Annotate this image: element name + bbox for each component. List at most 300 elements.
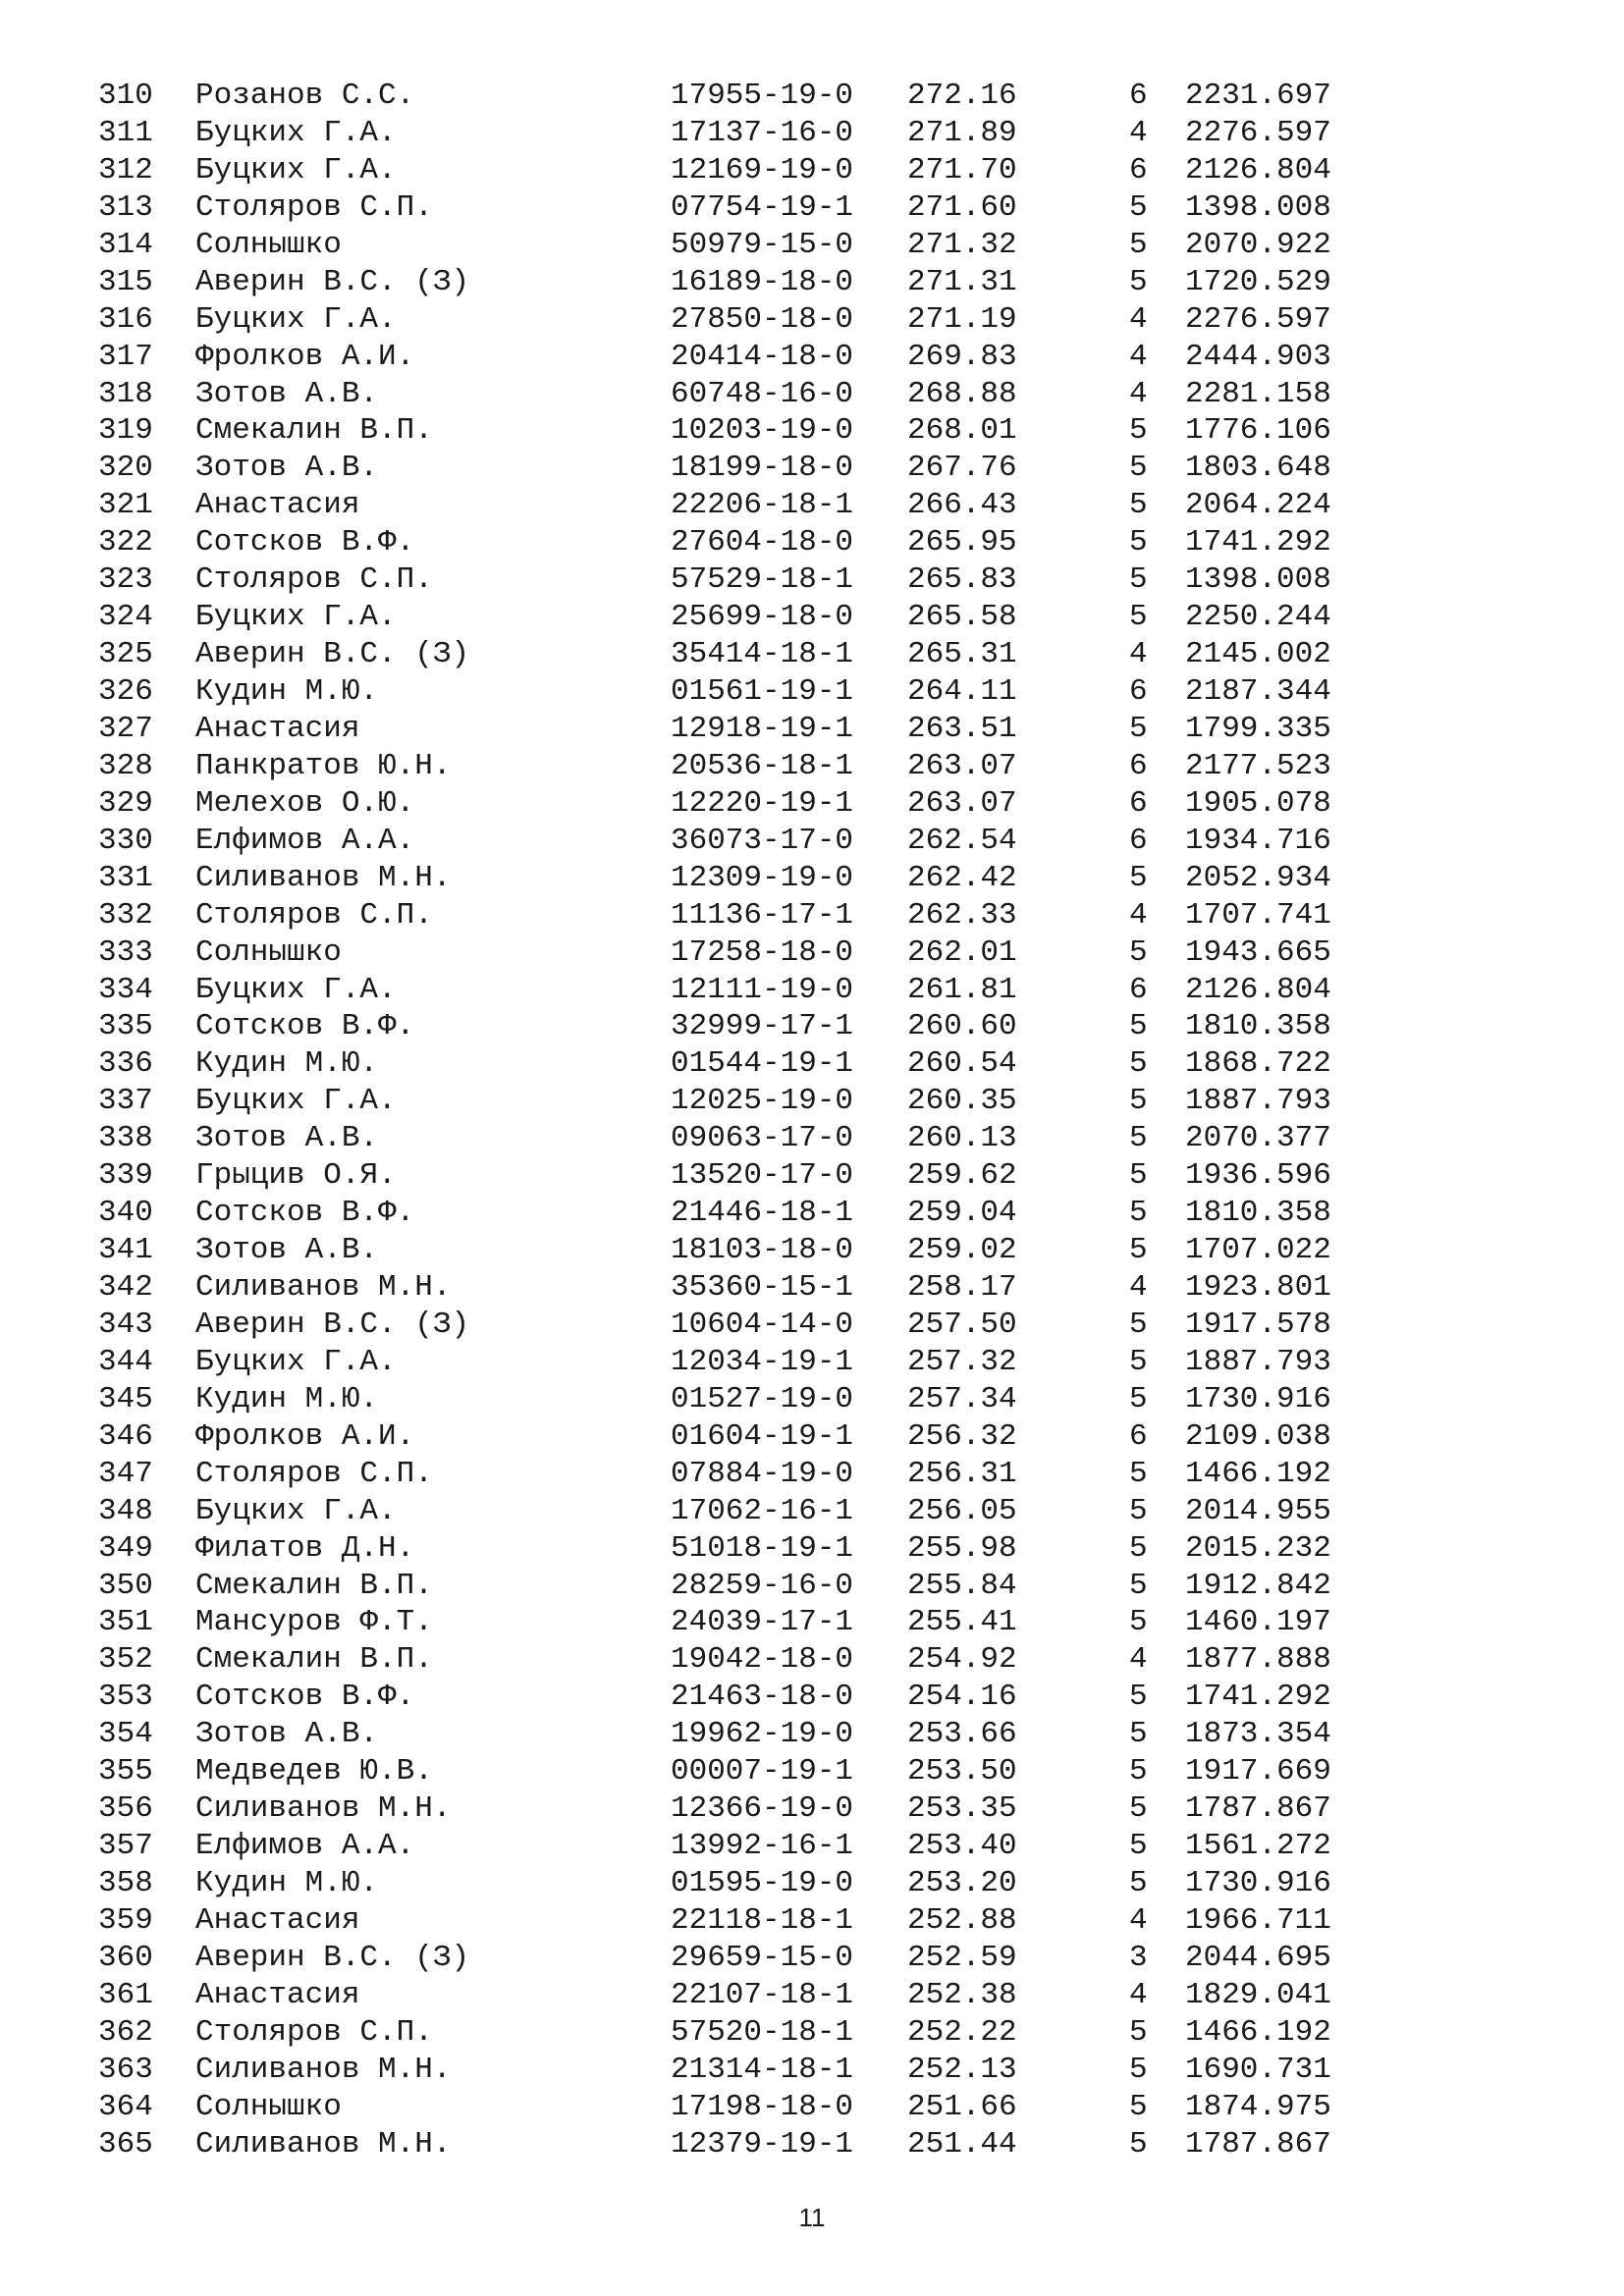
- score-value: 265.31: [907, 637, 1017, 672]
- count-value: 4: [1129, 339, 1148, 374]
- member-name: Мелехов О.Ю.: [195, 785, 415, 821]
- ring-code: 21446-18-1: [671, 1196, 854, 1231]
- distance-value: 1874.975: [1185, 2089, 1331, 2124]
- member-name: Сотсков В.Ф.: [195, 1680, 415, 1715]
- table-row: [98, 1045, 1375, 1083]
- ring-code: 19962-19-0: [671, 1717, 854, 1752]
- row-number: 330: [98, 823, 153, 858]
- row-number: 346: [98, 1418, 153, 1454]
- row-number: 337: [98, 1084, 153, 1119]
- row-number: 335: [98, 1009, 153, 1044]
- table-row: [98, 1679, 1375, 1716]
- ring-code: 01595-19-0: [671, 1866, 854, 1900]
- distance-value: 1730.916: [1185, 1381, 1331, 1416]
- count-value: 5: [1129, 1680, 1148, 1715]
- score-value: 262.42: [907, 860, 1017, 895]
- table-row: [98, 487, 1375, 524]
- count-value: 5: [1129, 451, 1148, 486]
- ring-code: 12379-19-1: [671, 2126, 854, 2162]
- ring-code: 18199-18-0: [671, 451, 854, 486]
- count-value: 5: [1129, 1344, 1148, 1379]
- ring-code: 12025-19-0: [671, 1084, 854, 1119]
- count-value: 6: [1129, 748, 1148, 783]
- ring-code: 12918-19-1: [671, 711, 854, 746]
- table-row: [98, 1902, 1375, 1940]
- distance-value: 1398.008: [1185, 189, 1331, 225]
- member-name: Анастасия: [195, 711, 360, 746]
- member-name: Столяров С.П.: [195, 2014, 433, 2050]
- table-row: [98, 78, 1375, 115]
- score-value: 260.35: [907, 1084, 1017, 1119]
- distance-value: 1730.916: [1185, 1866, 1331, 1900]
- count-value: 5: [1129, 1046, 1148, 1082]
- row-number: 316: [98, 301, 153, 337]
- table-row: [98, 1418, 1375, 1456]
- row-number: 354: [98, 1717, 153, 1752]
- distance-value: 1803.648: [1185, 451, 1331, 486]
- ring-code: 17137-16-0: [671, 115, 854, 150]
- row-number: 356: [98, 1791, 153, 1827]
- table-row: [98, 1008, 1375, 1045]
- count-value: 4: [1129, 637, 1148, 672]
- member-name: Солнышко: [195, 934, 342, 970]
- ring-code: 13992-16-1: [671, 1829, 854, 1864]
- table-row: [98, 673, 1375, 711]
- ring-code: 09063-17-0: [671, 1121, 854, 1156]
- member-name: Буцких Г.А.: [195, 115, 397, 150]
- table-row: [98, 376, 1375, 413]
- distance-value: 2177.523: [1185, 748, 1331, 783]
- member-name: Смекалин В.П.: [195, 413, 433, 449]
- member-name: Зотов А.В.: [195, 1233, 379, 1268]
- ring-code: 57520-18-1: [671, 2014, 854, 2050]
- ring-code: 20536-18-1: [671, 748, 854, 783]
- count-value: 5: [1129, 600, 1148, 635]
- row-number: 344: [98, 1344, 153, 1379]
- member-name: Грыцив О.Я.: [195, 1158, 397, 1194]
- ring-code: 24039-17-1: [671, 1605, 854, 1640]
- member-name: Буцких Г.А.: [195, 301, 397, 337]
- distance-value: 2109.038: [1185, 1418, 1331, 1454]
- count-value: 5: [1129, 562, 1148, 598]
- row-number: 365: [98, 2126, 153, 2162]
- row-number: 313: [98, 189, 153, 225]
- row-number: 332: [98, 897, 153, 933]
- row-number: 362: [98, 2014, 153, 2050]
- ring-code: 11136-17-1: [671, 897, 854, 933]
- score-value: 252.22: [907, 2014, 1017, 2050]
- row-number: 352: [98, 1642, 153, 1678]
- count-value: 5: [1129, 264, 1148, 299]
- table-row: [98, 2014, 1375, 2052]
- member-name: Зотов А.В.: [195, 376, 379, 411]
- member-name: Елфимов А.А.: [195, 1829, 415, 1864]
- score-value: 252.13: [907, 2052, 1017, 2087]
- count-value: 5: [1129, 2014, 1148, 2050]
- member-name: Силиванов М.Н.: [195, 2052, 452, 2087]
- score-value: 263.51: [907, 711, 1017, 746]
- table-row: [98, 1232, 1375, 1269]
- table-row: [98, 1977, 1375, 2014]
- row-number: 357: [98, 1829, 153, 1864]
- row-number: 338: [98, 1121, 153, 1156]
- score-value: 262.01: [907, 934, 1017, 970]
- table-row: [98, 1120, 1375, 1157]
- score-value: 252.88: [907, 1902, 1017, 1938]
- distance-value: 1776.106: [1185, 413, 1331, 449]
- ring-code: 25699-18-0: [671, 600, 854, 635]
- distance-value: 2276.597: [1185, 115, 1331, 150]
- count-value: 5: [1129, 525, 1148, 561]
- member-name: Буцких Г.А.: [195, 1084, 397, 1119]
- count-value: 4: [1129, 897, 1148, 933]
- score-value: 271.19: [907, 301, 1017, 337]
- count-value: 4: [1129, 1270, 1148, 1305]
- row-number: 364: [98, 2089, 153, 2124]
- count-value: 5: [1129, 1196, 1148, 1231]
- ring-code: 12169-19-0: [671, 152, 854, 187]
- member-name: Смекалин В.П.: [195, 1642, 433, 1678]
- score-value: 258.17: [907, 1270, 1017, 1305]
- member-name: Силиванов М.Н.: [195, 1791, 452, 1827]
- ring-code: 57529-18-1: [671, 562, 854, 598]
- row-number: 348: [98, 1493, 153, 1528]
- count-value: 5: [1129, 1456, 1148, 1491]
- score-value: 264.11: [907, 674, 1017, 709]
- member-name: Розанов С.С.: [195, 79, 415, 113]
- ring-code: 12034-19-1: [671, 1344, 854, 1379]
- member-name: Анастасия: [195, 1902, 360, 1938]
- ring-code: 22118-18-1: [671, 1902, 854, 1938]
- score-value: 265.83: [907, 562, 1017, 598]
- table-row: [98, 115, 1375, 152]
- score-value: 253.35: [907, 1791, 1017, 1827]
- ring-code: 32999-17-1: [671, 1009, 854, 1044]
- score-value: 254.92: [907, 1642, 1017, 1678]
- distance-value: 1398.008: [1185, 562, 1331, 598]
- row-number: 327: [98, 711, 153, 746]
- distance-value: 1887.793: [1185, 1084, 1331, 1119]
- score-value: 257.34: [907, 1381, 1017, 1416]
- count-value: 5: [1129, 2052, 1148, 2087]
- score-value: 259.62: [907, 1158, 1017, 1194]
- member-name: Кудин М.Ю.: [195, 1381, 379, 1416]
- distance-value: 1943.665: [1185, 934, 1331, 970]
- count-value: 5: [1129, 1121, 1148, 1156]
- row-number: 341: [98, 1233, 153, 1268]
- ring-code: 27850-18-0: [671, 301, 854, 337]
- row-number: 360: [98, 1940, 153, 1975]
- score-value: 262.33: [907, 897, 1017, 933]
- score-value: 253.50: [907, 1754, 1017, 1789]
- ring-code: 21314-18-1: [671, 2052, 854, 2087]
- distance-value: 1829.041: [1185, 1977, 1331, 2012]
- row-number: 351: [98, 1605, 153, 1640]
- table-row: [98, 2052, 1375, 2089]
- score-value: 256.05: [907, 1493, 1017, 1528]
- score-value: 260.54: [907, 1046, 1017, 1082]
- count-value: 6: [1129, 823, 1148, 858]
- count-value: 5: [1129, 413, 1148, 449]
- member-name: Солнышко: [195, 227, 342, 262]
- table-row: [98, 785, 1375, 823]
- count-value: 5: [1129, 1754, 1148, 1789]
- ring-code: 01527-19-0: [671, 1381, 854, 1416]
- member-name: Буцких Г.А.: [195, 1344, 397, 1379]
- table-row: [98, 1493, 1375, 1530]
- count-value: 5: [1129, 2126, 1148, 2162]
- score-value: 267.76: [907, 451, 1017, 486]
- member-name: Солнышко: [195, 2089, 342, 2124]
- table-row: [98, 823, 1375, 860]
- count-value: 4: [1129, 1902, 1148, 1938]
- row-number: 361: [98, 1977, 153, 2012]
- ring-code: 50979-15-0: [671, 227, 854, 262]
- table-row: [98, 1568, 1375, 1605]
- ring-code: 29659-15-0: [671, 1940, 854, 1975]
- member-name: Панкратов Ю.Н.: [195, 748, 452, 783]
- distance-value: 1460.197: [1185, 1605, 1331, 1640]
- distance-value: 1707.022: [1185, 1233, 1331, 1268]
- distance-value: 2044.695: [1185, 1940, 1331, 1975]
- distance-value: 1466.192: [1185, 2014, 1331, 2050]
- score-value: 253.20: [907, 1866, 1017, 1900]
- member-name: Силиванов М.Н.: [195, 1270, 452, 1305]
- member-name: Буцких Г.А.: [195, 1493, 397, 1528]
- row-number: 336: [98, 1046, 153, 1082]
- member-name: Анастасия: [195, 1977, 360, 2012]
- row-number: 317: [98, 339, 153, 374]
- ring-code: 20414-18-0: [671, 339, 854, 374]
- ring-code: 01561-19-1: [671, 674, 854, 709]
- distance-value: 1799.335: [1185, 711, 1331, 746]
- ring-code: 01544-19-1: [671, 1046, 854, 1082]
- count-value: 4: [1129, 1977, 1148, 2012]
- distance-value: 1561.272: [1185, 1829, 1331, 1864]
- distance-value: 1690.731: [1185, 2052, 1331, 2087]
- count-value: 5: [1129, 1717, 1148, 1752]
- distance-value: 1787.867: [1185, 2126, 1331, 2162]
- member-name: Аверин В.С. (З): [195, 1940, 470, 1975]
- ring-code: 12220-19-1: [671, 785, 854, 821]
- distance-value: 1912.842: [1185, 1568, 1331, 1603]
- distance-value: 1917.669: [1185, 1754, 1331, 1789]
- score-value: 256.31: [907, 1456, 1017, 1491]
- member-name: Силиванов М.Н.: [195, 2126, 452, 2162]
- row-number: 315: [98, 264, 153, 299]
- count-value: 6: [1129, 152, 1148, 187]
- count-value: 5: [1129, 1381, 1148, 1416]
- distance-value: 2070.377: [1185, 1121, 1331, 1156]
- table-row: [98, 1828, 1375, 1865]
- member-name: Кудин М.Ю.: [195, 1046, 379, 1082]
- distance-value: 1707.741: [1185, 897, 1331, 933]
- count-value: 5: [1129, 934, 1148, 970]
- score-value: 269.83: [907, 339, 1017, 374]
- count-value: 5: [1129, 1568, 1148, 1603]
- score-value: 271.60: [907, 189, 1017, 225]
- row-number: 342: [98, 1270, 153, 1305]
- member-name: Сотсков В.Ф.: [195, 525, 415, 561]
- table-row: [98, 897, 1375, 934]
- distance-value: 1810.358: [1185, 1196, 1331, 1231]
- distance-value: 2052.934: [1185, 860, 1331, 895]
- member-name: Сотсков В.Ф.: [195, 1196, 415, 1231]
- member-name: Зотов А.В.: [195, 451, 379, 486]
- table-row: [98, 1790, 1375, 1828]
- count-value: 4: [1129, 115, 1148, 150]
- row-number: 345: [98, 1381, 153, 1416]
- count-value: 5: [1129, 1009, 1148, 1044]
- row-number: 318: [98, 376, 153, 411]
- ring-code: 12111-19-0: [671, 972, 854, 1007]
- ring-code: 60748-16-0: [671, 376, 854, 411]
- member-name: Буцких Г.А.: [195, 152, 397, 187]
- count-value: 5: [1129, 1158, 1148, 1194]
- member-name: Аверин В.С. (З): [195, 264, 470, 299]
- table-row: [98, 1381, 1375, 1418]
- score-value: 271.32: [907, 227, 1017, 262]
- distance-value: 2250.244: [1185, 600, 1331, 635]
- distance-value: 2145.002: [1185, 637, 1331, 672]
- row-number: 355: [98, 1754, 153, 1789]
- row-number: 350: [98, 1568, 153, 1603]
- row-number: 328: [98, 748, 153, 783]
- ring-code: 21463-18-0: [671, 1680, 854, 1715]
- distance-value: 1741.292: [1185, 1680, 1331, 1715]
- row-number: 320: [98, 451, 153, 486]
- table-row: [98, 339, 1375, 376]
- row-number: 322: [98, 525, 153, 561]
- row-number: 312: [98, 152, 153, 187]
- score-value: 272.16: [907, 79, 1017, 113]
- member-name: Зотов А.В.: [195, 1717, 379, 1752]
- member-name: Фролков А.И.: [195, 1418, 415, 1454]
- score-value: 257.32: [907, 1344, 1017, 1379]
- table-row: [98, 524, 1375, 561]
- table-row: [98, 2126, 1375, 2163]
- member-name: Филатов Д.Н.: [195, 1530, 415, 1566]
- count-value: 3: [1129, 1940, 1148, 1975]
- distance-value: 1466.192: [1185, 1456, 1331, 1491]
- table-row: [98, 1641, 1375, 1679]
- row-number: 340: [98, 1196, 153, 1231]
- member-name: Сотсков В.Ф.: [195, 1009, 415, 1044]
- distance-value: 1936.596: [1185, 1158, 1331, 1194]
- member-name: Анастасия: [195, 488, 360, 523]
- table-row: [98, 1195, 1375, 1232]
- row-number: 324: [98, 600, 153, 635]
- table-row: [98, 636, 1375, 673]
- ring-code: 17955-19-0: [671, 79, 854, 113]
- member-name: Столяров С.П.: [195, 1456, 433, 1491]
- table-row: [98, 152, 1375, 189]
- count-value: 6: [1129, 1418, 1148, 1454]
- distance-value: 2064.224: [1185, 488, 1331, 523]
- table-row: [98, 450, 1375, 487]
- distance-value: 1905.078: [1185, 785, 1331, 821]
- count-value: 4: [1129, 376, 1148, 411]
- count-value: 5: [1129, 1084, 1148, 1119]
- row-number: 331: [98, 860, 153, 895]
- member-name: Столяров С.П.: [195, 562, 433, 598]
- table-row: [98, 1344, 1375, 1381]
- score-value: 260.13: [907, 1121, 1017, 1156]
- row-number: 326: [98, 674, 153, 709]
- row-number: 323: [98, 562, 153, 598]
- score-value: 251.44: [907, 2126, 1017, 2162]
- ring-code: 19042-18-0: [671, 1642, 854, 1678]
- table-row: [98, 1716, 1375, 1753]
- count-value: 5: [1129, 1829, 1148, 1864]
- distance-value: 1887.793: [1185, 1344, 1331, 1379]
- row-number: 349: [98, 1530, 153, 1566]
- score-value: 257.50: [907, 1307, 1017, 1342]
- ring-code: 22107-18-1: [671, 1977, 854, 2012]
- table-row: [98, 711, 1375, 748]
- ring-code: 28259-16-0: [671, 1568, 854, 1603]
- ring-code: 07884-19-0: [671, 1456, 854, 1491]
- table-row: [98, 1530, 1375, 1568]
- ring-code: 18103-18-0: [671, 1233, 854, 1268]
- distance-value: 1966.711: [1185, 1902, 1331, 1938]
- count-value: 5: [1129, 2089, 1148, 2124]
- distance-value: 1741.292: [1185, 525, 1331, 561]
- count-value: 6: [1129, 79, 1148, 113]
- table-row: [98, 412, 1375, 450]
- ring-code: 13520-17-0: [671, 1158, 854, 1194]
- score-value: 265.95: [907, 525, 1017, 561]
- member-name: Фролков А.И.: [195, 339, 415, 374]
- row-number: 347: [98, 1456, 153, 1491]
- table-row: [98, 1269, 1375, 1307]
- row-number: 353: [98, 1680, 153, 1715]
- distance-value: 1934.716: [1185, 823, 1331, 858]
- member-name: Медведев Ю.В.: [195, 1754, 433, 1789]
- ring-code: 35360-15-1: [671, 1270, 854, 1305]
- count-value: 5: [1129, 227, 1148, 262]
- member-name: Буцких Г.А.: [195, 972, 397, 1007]
- score-value: 259.04: [907, 1196, 1017, 1231]
- score-value: 253.66: [907, 1717, 1017, 1752]
- score-value: 254.16: [907, 1680, 1017, 1715]
- table-row: [98, 748, 1375, 785]
- count-value: 5: [1129, 1866, 1148, 1900]
- score-value: 255.84: [907, 1568, 1017, 1603]
- distance-value: 1868.722: [1185, 1046, 1331, 1082]
- table-row: [98, 561, 1375, 599]
- table-row: [98, 1456, 1375, 1493]
- distance-value: 2015.232: [1185, 1530, 1331, 1566]
- ring-code: 16189-18-0: [671, 264, 854, 299]
- score-value: 266.43: [907, 488, 1017, 523]
- count-value: 4: [1129, 301, 1148, 337]
- count-value: 5: [1129, 1791, 1148, 1827]
- score-value: 252.59: [907, 1940, 1017, 1975]
- table-row: [98, 934, 1375, 972]
- score-value: 252.38: [907, 1977, 1017, 2012]
- member-name: Аверин В.С. (З): [195, 1307, 470, 1342]
- score-value: 271.70: [907, 152, 1017, 187]
- count-value: 5: [1129, 189, 1148, 225]
- score-value: 262.54: [907, 823, 1017, 858]
- ring-code: 12309-19-0: [671, 860, 854, 895]
- member-name: Зотов А.В.: [195, 1121, 379, 1156]
- distance-value: 2126.804: [1185, 152, 1331, 187]
- row-number: 329: [98, 785, 153, 821]
- distance-value: 2231.697: [1185, 79, 1331, 113]
- table-row: [98, 599, 1375, 636]
